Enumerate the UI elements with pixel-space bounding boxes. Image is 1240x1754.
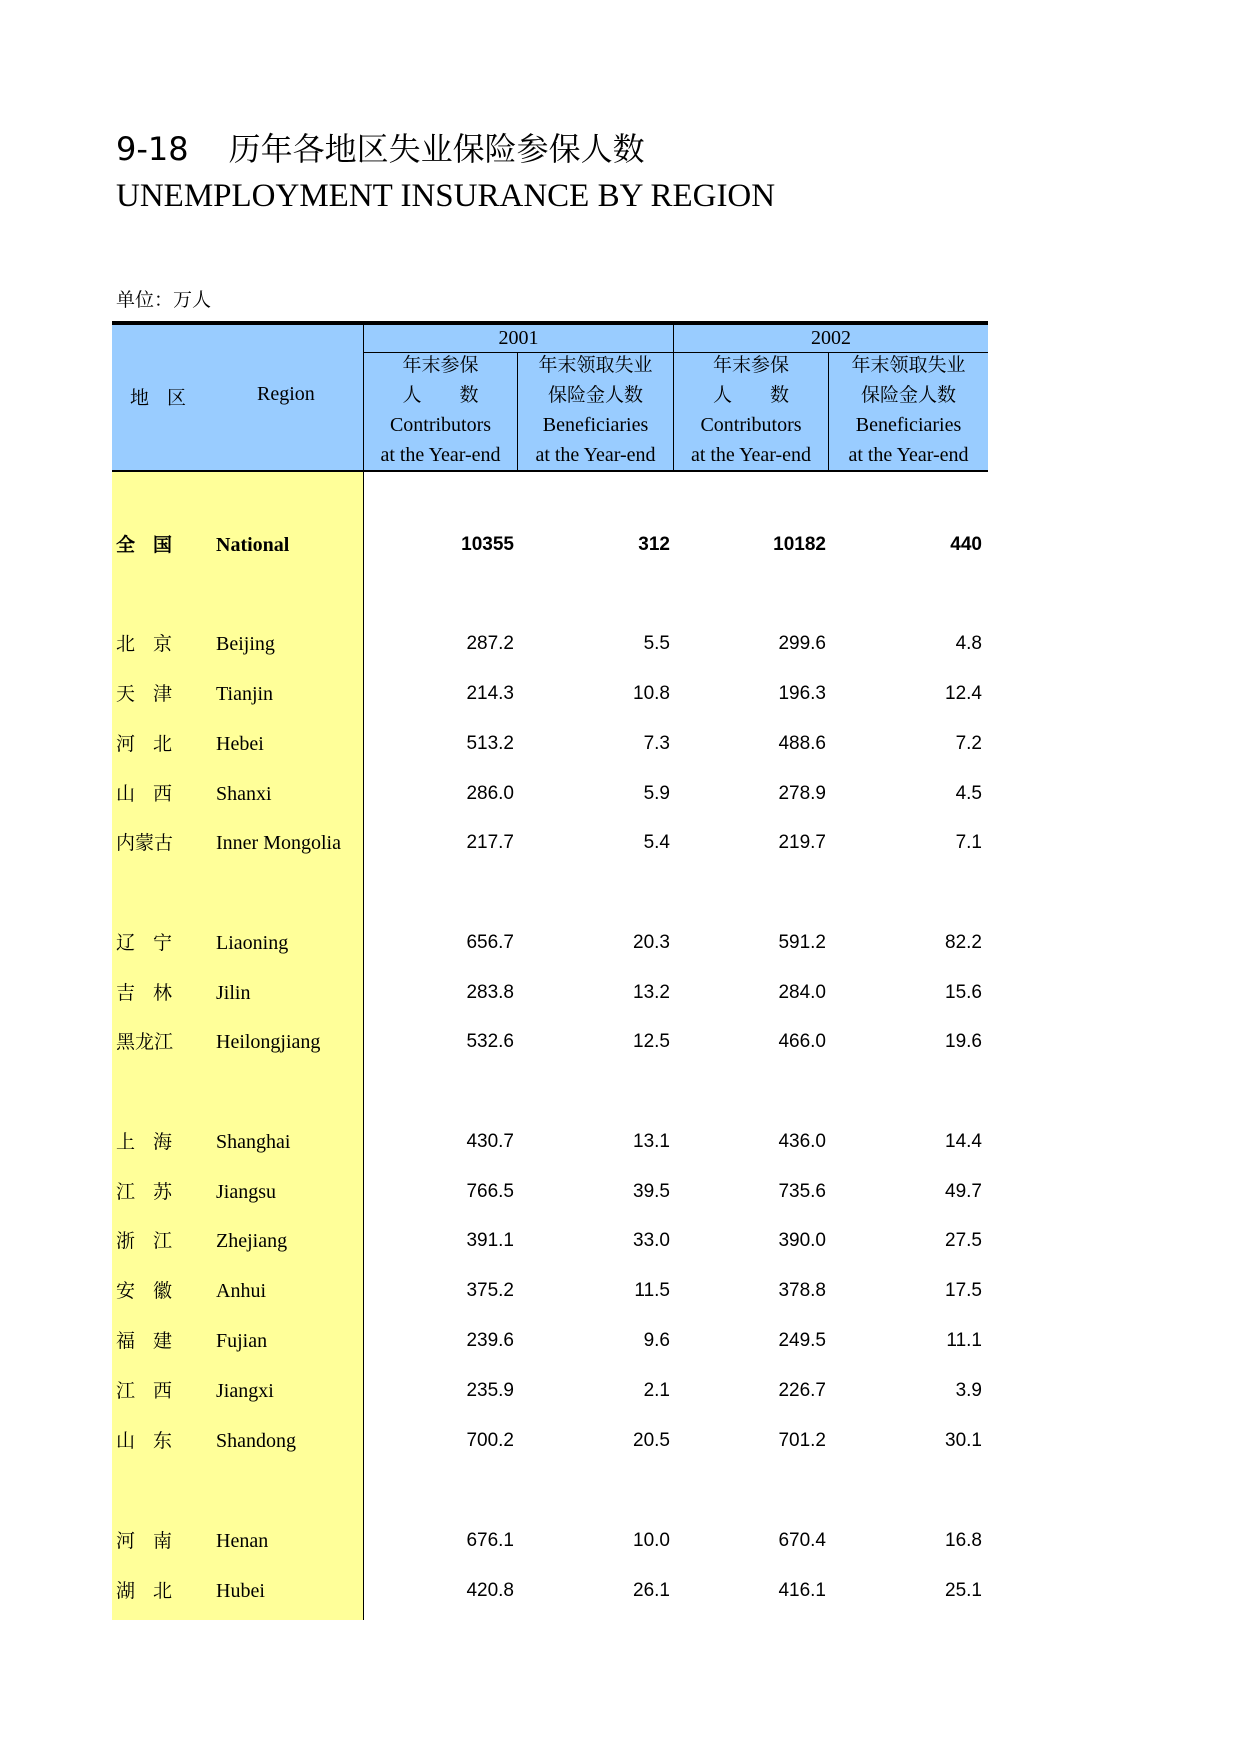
cell-beneficiaries-2002: 4.5 [955, 783, 982, 804]
table-row [112, 1117, 988, 1167]
table-row [112, 1366, 988, 1416]
cell-beneficiaries-2002: 7.1 [955, 832, 982, 853]
header-contributors-2002: 年末参保 人 数 Contributors at the Year-end [690, 354, 812, 466]
region-name-cn: 全国 [116, 534, 191, 556]
table-row [112, 619, 988, 669]
cell-contributors-2002: 735.6 [778, 1181, 826, 1202]
region-name-en: National [216, 534, 290, 556]
region-name-en: Heilongjiang [216, 1031, 321, 1053]
cell-beneficiaries-2001: 7.3 [643, 733, 670, 754]
cell-contributors-2001: 217.7 [466, 832, 514, 853]
cell-beneficiaries-2001: 12.5 [633, 1031, 670, 1052]
region-name-cn: 湖北 [116, 1580, 191, 1602]
cell-contributors-2001: 239.6 [466, 1330, 514, 1351]
region-name-en: Jilin [216, 982, 251, 1004]
table-row [112, 1516, 988, 1566]
cell-beneficiaries-2002: 17.5 [945, 1280, 982, 1301]
cell-contributors-2001: 391.1 [466, 1230, 514, 1251]
cell-contributors-2002: 390.0 [778, 1230, 826, 1251]
cell-contributors-2002: 219.7 [778, 832, 826, 853]
table-row [112, 1266, 988, 1316]
region-name-en: Hubei [216, 1580, 265, 1602]
cell-contributors-2001: 513.2 [466, 733, 514, 754]
region-name-cn: 辽宁 [116, 932, 191, 954]
cell-beneficiaries-2002: 4.8 [955, 633, 982, 654]
cell-beneficiaries-2001: 33.0 [633, 1230, 670, 1251]
title-en: UNEMPLOYMENT INSURANCE BY REGION [116, 178, 776, 214]
unit-label: 单位：万人 [116, 289, 212, 311]
cell-contributors-2002: 670.4 [778, 1530, 826, 1551]
cell-beneficiaries-2002: 19.6 [945, 1031, 982, 1052]
cell-beneficiaries-2002: 12.4 [945, 683, 982, 704]
table-row [112, 669, 988, 719]
cell-beneficiaries-2002: 440 [950, 534, 982, 555]
region-name-en: Henan [216, 1530, 269, 1552]
region-name-cn: 黑龙江 [116, 1031, 174, 1053]
region-name-cn: 江西 [116, 1380, 191, 1402]
region-name-en: Liaoning [216, 932, 289, 954]
cell-beneficiaries-2002: 16.8 [945, 1530, 982, 1551]
table-row [112, 1316, 988, 1366]
cell-contributors-2002: 226.7 [778, 1380, 826, 1401]
table-row [112, 1416, 988, 1466]
region-name-cn: 内蒙古 [116, 832, 174, 854]
table-row [112, 918, 988, 968]
cell-beneficiaries-2002: 25.1 [945, 1580, 982, 1601]
cell-contributors-2001: 10355 [461, 534, 514, 555]
table-row [112, 1566, 988, 1616]
cell-beneficiaries-2001: 39.5 [633, 1181, 670, 1202]
cell-contributors-2001: 283.8 [466, 982, 514, 1003]
region-name-cn: 吉林 [116, 982, 191, 1004]
region-name-en: Hebei [216, 733, 264, 755]
header-year-2001: 2001 [498, 327, 539, 349]
cell-beneficiaries-2002: 11.1 [946, 1330, 982, 1351]
cell-contributors-2002: 249.5 [778, 1330, 826, 1351]
cell-contributors-2002: 701.2 [778, 1430, 826, 1451]
region-name-cn: 浙江 [116, 1230, 191, 1252]
cell-beneficiaries-2001: 20.5 [633, 1430, 670, 1451]
table-row [112, 769, 988, 819]
cell-contributors-2001: 286.0 [466, 783, 514, 804]
cell-beneficiaries-2001: 11.5 [634, 1280, 670, 1301]
cell-beneficiaries-2002: 15.6 [945, 982, 982, 1003]
cell-beneficiaries-2001: 10.8 [633, 683, 670, 704]
cell-contributors-2002: 466.0 [778, 1031, 826, 1052]
region-name-cn: 江苏 [116, 1181, 191, 1203]
cell-contributors-2002: 591.2 [778, 932, 826, 953]
region-name-cn: 河南 [116, 1530, 191, 1552]
cell-beneficiaries-2001: 26.1 [633, 1580, 670, 1601]
cell-beneficiaries-2001: 9.6 [643, 1330, 670, 1351]
cell-contributors-2001: 656.7 [466, 932, 514, 953]
table-row [112, 719, 988, 769]
cell-contributors-2001: 375.2 [466, 1280, 514, 1301]
cell-beneficiaries-2002: 49.7 [945, 1181, 982, 1202]
cell-beneficiaries-2002: 30.1 [945, 1430, 982, 1451]
region-name-en: Zhejiang [216, 1230, 288, 1252]
region-name-cn: 福建 [116, 1330, 191, 1352]
cell-contributors-2002: 378.8 [778, 1280, 826, 1301]
cell-contributors-2002: 488.6 [778, 733, 826, 754]
cell-beneficiaries-2001: 13.2 [633, 982, 670, 1003]
cell-beneficiaries-2002: 3.9 [955, 1380, 982, 1401]
cell-contributors-2001: 430.7 [466, 1131, 514, 1152]
cell-contributors-2002: 10182 [773, 534, 826, 555]
table-row [112, 1167, 988, 1217]
cell-beneficiaries-2001: 10.0 [633, 1530, 670, 1551]
table-row [112, 818, 988, 868]
region-name-en: Tianjin [216, 683, 274, 705]
cell-contributors-2002: 284.0 [778, 982, 826, 1003]
region-name-en: Jiangxi [216, 1380, 274, 1402]
cell-beneficiaries-2001: 13.1 [633, 1131, 670, 1152]
cell-beneficiaries-2002: 82.2 [945, 932, 982, 953]
header-year-2002: 2002 [811, 327, 851, 349]
region-name-en: Beijing [216, 633, 275, 655]
header-beneficiaries-2002: 年末领取失业 保险金人数 Beneficiaries at the Year-end [848, 354, 969, 466]
cell-beneficiaries-2001: 312 [638, 534, 670, 555]
table-row [112, 968, 988, 1018]
cell-beneficiaries-2001: 5.9 [643, 783, 670, 804]
cell-contributors-2001: 676.1 [466, 1530, 514, 1551]
title-cn-text: 历年各地区失业保险参保人数 [228, 130, 645, 168]
region-name-en: Anhui [216, 1280, 266, 1302]
cell-beneficiaries-2001: 5.4 [643, 832, 670, 853]
region-name-cn: 上海 [116, 1131, 191, 1153]
region-name-en: Inner Mongolia [216, 832, 341, 854]
region-name-en: Shanghai [216, 1131, 291, 1153]
table-row-national [112, 520, 988, 570]
cell-contributors-2002: 299.6 [778, 633, 826, 654]
header-beneficiaries-2001: 年末领取失业 保险金人数 Beneficiaries at the Year-end [535, 354, 656, 466]
region-name-en: Fujian [216, 1330, 268, 1352]
cell-contributors-2001: 700.2 [466, 1430, 514, 1451]
region-name-en: Shanxi [216, 783, 272, 805]
cell-contributors-2001: 420.8 [466, 1580, 514, 1601]
cell-beneficiaries-2002: 27.5 [945, 1230, 982, 1251]
cell-contributors-2002: 196.3 [778, 683, 826, 704]
header-region-cn: 地区 [130, 387, 205, 409]
region-name-cn: 河北 [116, 733, 191, 755]
cell-contributors-2002: 416.1 [778, 1580, 826, 1601]
region-name-en: Jiangsu [216, 1181, 276, 1203]
cell-beneficiaries-2002: 14.4 [945, 1131, 982, 1152]
region-name-cn: 山东 [116, 1430, 191, 1452]
cell-contributors-2001: 532.6 [466, 1031, 514, 1052]
cell-contributors-2002: 278.9 [778, 783, 826, 804]
cell-beneficiaries-2001: 2.1 [643, 1380, 670, 1401]
cell-beneficiaries-2001: 20.3 [633, 932, 670, 953]
region-name-en: Shandong [216, 1430, 296, 1452]
table-number: 9-18 [116, 130, 189, 168]
cell-contributors-2001: 766.5 [466, 1181, 514, 1202]
region-name-cn: 山西 [116, 783, 191, 805]
region-name-cn: 安徽 [116, 1280, 191, 1302]
table-row [112, 1216, 988, 1266]
region-name-cn: 天津 [116, 683, 191, 705]
cell-contributors-2001: 235.9 [466, 1380, 514, 1401]
cell-contributors-2002: 436.0 [778, 1131, 826, 1152]
header-contributors-2001: 年末参保 人 数 Contributors at the Year-end [380, 354, 501, 466]
cell-beneficiaries-2001: 5.5 [643, 633, 670, 654]
region-name-cn: 北京 [116, 633, 191, 655]
cell-contributors-2001: 287.2 [466, 633, 514, 654]
cell-beneficiaries-2002: 7.2 [955, 733, 982, 754]
header-region-en: Region [257, 383, 315, 405]
table-row [112, 1017, 988, 1067]
cell-contributors-2001: 214.3 [466, 683, 514, 704]
title-cn [116, 124, 645, 170]
